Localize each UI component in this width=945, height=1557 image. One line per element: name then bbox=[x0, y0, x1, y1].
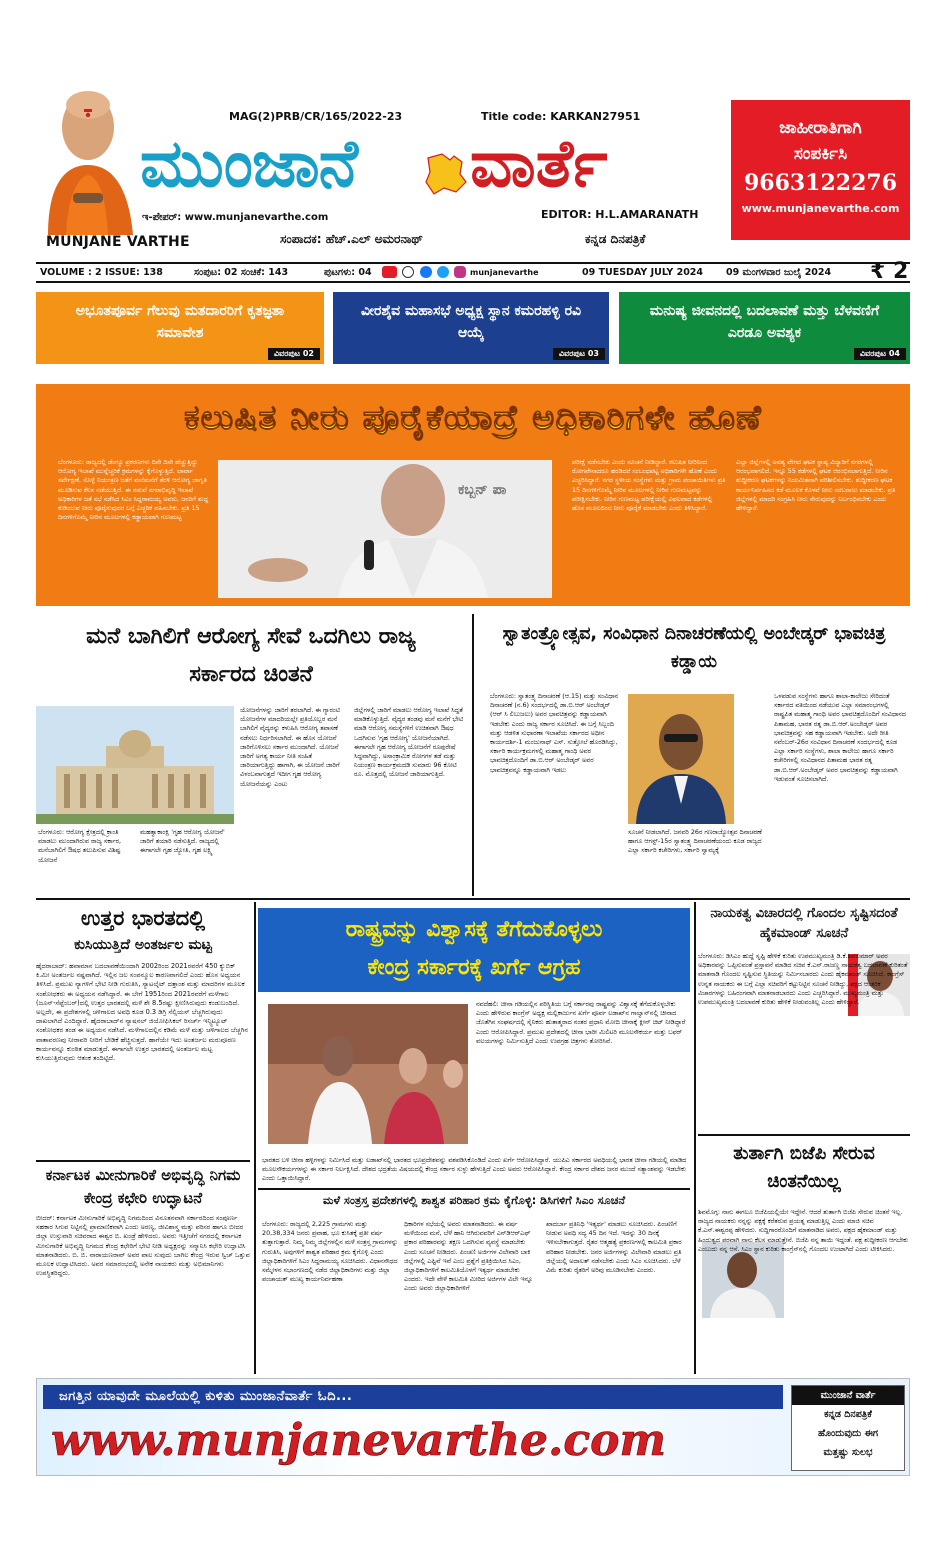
leadership-story bbox=[698, 904, 910, 1134]
lead-story bbox=[36, 384, 910, 606]
ambedkar-column-3: ಒಳಪಡುವ ಸಂಸ್ಥೆಗಳು ಹಾಗೂ ಶಾಲಾ-ಕಾಲೇಜು ಸೇರಿದಂತೆ ಸರ್ಕಾರದ ವತಿಯಿಂದ ನಡೆಯುವ ಎಲ್ಲಾ ಸಮಾರಂಭಗಳಲ್ಲಿ ರಾಷ್ಟ್ರಪಿತ ಮಹಾತ್ಮ ಗಾಂಧಿ ಅವರ ಭಾವಚಿತ್ರದೊಂದಿಗೆ ಸಂವಿಧಾನದ ಪಿತಾಮಹ, ಭಾರತ ರತ್ನ ಡಾ.ಬಿ.ಆರ್.ಅಂಬೇಡ್ಕರ್ ಅವರ ಭಾವಚಿತ್ರವನ್ನು ಸಹ ಕಡ್ಡಾಯವಾಗಿ ಇಡಬೇಕು. ಅದೇ ರೀತಿ ನವೆಂಬರ್-26ರ ಸಂವಿಧಾನ ದಿನಾಚರಣೆ ಸಂದರ್ಭದಲ್ಲಿ ಕೂಡ ಎಲ್ಲಾ ಸರ್ಕಾರಿ ಸಂಸ್ಥೆಗಳು, ಶಾಲಾ ಕಾಲೇಜು ಹಾಗೂ ಸರ್ಕಾರಿ ಕಚೇರಿಗಳಲ್ಲಿ ಸಂವಿಧಾನದ ಪಿತಾಮಹ ಭಾರತ ರತ್ನ ಡಾ.ಬಿ.ಆರ್.ಅಂಬೇಡ್ಕರ್ ಅವರ ಭಾವಚಿತ್ರವನ್ನು ಕಡ್ಡಾಯವಾಗಿ ಇಡುವಂತೆ ಸೂಚಿಸಲಾಗಿದೆ. bbox=[774, 692, 906, 783]
ambedkar-headline: ಸ್ವಾತಂತ್ರ್ಯೋತ್ಸವ, ಸಂವಿಧಾನ ದಿನಾಚರಣೆಯಲ್ಲಿ ಅಂಬೇಡ್ಕರ್ ಭಾವಚಿತ್ರ ಕಡ್ಡಾಯ bbox=[502, 624, 886, 672]
bjp-body: ಶಿವಮೊಗ್ಗ: ನಾನು ಈಗಲೂ ಬಿಜೆಪಿಯಲ್ಲಿಯೇ ಇದ್ದೇನೆ. ಆದರೆ ತುರ್ತಾಗಿ ಬಿಜೆಪಿ ಸೇರುವ ಚಿಂತನೆ ಇಲ್ಲ. ರಾಜ್ಯದ ನಾಯಕರು ನನ್ನನ್ನು ಪಕ್ಷಕ್ಕೆ ಕರೆತರುವ ಪ್ರಯತ್ನ ಮಾಡುತ್ತಿಲ್ಲ ಎಂದು ಮಾಜಿ ಸಚಿವ ಕೆ.ಎಸ್.ಈಶ್ವರಪ್ಪ ಹೇಳಿದರು. ಸುದ್ದಿಗಾರರೊಂದಿಗೆ ಮಾತನಾಡಿದ ಅವರು, ಪಕ್ಷದ ಹೈಕಮಾಂಡ್ ಮತ್ತು ಹಿಂದುತ್ವದ ಪರವಾಗಿ ನಾನು ಕೆಲಸ ಮಾಡುತ್ತೇನೆ. ಬಿಜೆಪಿ ನನ್ನ ತಾಯಿ ಇದ್ದಂತೆ. ಪಕ್ಷ ಶುದ್ಧೀಕರಣ ಆಗಬೇಕು ಎಂಬುದು ನನ್ನ ಆಸೆ. ಸಿಎಂ ಸ್ಥಾನ ಕುರಿತು ಕಾಂಗ್ರೆಸ್‌ನಲ್ಲಿ ಗೊಂದಲ ಉಂಟಾಗಿದೆ ಎಂದು ಟೀಕಿಸಿದರು. bbox=[698, 1208, 909, 1253]
editor-kannada: ಸಂಪಾದಕ: ಹೆಚ್.ಎಲ್ ಅಮರನಾಥ್ bbox=[280, 232, 423, 246]
date-english: 09 TUESDAY JULY 2024 bbox=[582, 267, 704, 278]
advertise-box[interactable] bbox=[731, 100, 910, 240]
volume-issue: VOLUME : 2 ISSUE: 138 bbox=[40, 267, 163, 278]
kharge-bottom-body: ಭಾರತದ ಬಳಿ ಚೀನಾ ಹಳ್ಳಿಗಳನ್ನು ನಿರ್ಮಿಸಿದೆ ಮತ್ತು ಲಡಾಖ್‌ನಲ್ಲಿ ಭಾರತದ ಭೂಪ್ರದೇಶವನ್ನು ವಶಪಡಿಸಿಕೊಂಡಿದೆ ಎಂದು ಖರ್ಗೆ ಆರೋಪಿಸಿದ್ದಾರೆ. ಯುಪಿಎ ಸರ್ಕಾರದ ಅವಧಿಯಲ್ಲಿ ಭಾರತ ಚೀನಾ ಗಡಿಯಲ್ಲಿ ಮಾಡಿದ ಮೂಲಸೌಕರ್ಯಗಳನ್ನು ಈ ಸರ್ಕಾರ ನಿರ್ಲಕ್ಷಿಸಿದೆ. ದೇಶದ ಭದ್ರತೆಯ ವಿಷಯದಲ್ಲಿ ಕೇಂದ್ರ ಸರ್ಕಾರ ಸುಳ್ಳು ಹೇಳುತ್ತಿದೆ ಎಂದು ಅವರು ಆರೋಪಿಸಿದ್ದಾರೆ. ಕೇಂದ್ರ ಸರ್ಕಾರ ದೇಶದ ಜನರ ಮುಂದೆ ಸತ್ಯಾಂಶವನ್ನು ಇಡಬೇಕು ಎಂದು ಒತ್ತಾಯಿಸಿದ್ದಾರೆ. bbox=[262, 1156, 687, 1183]
bjp-story bbox=[698, 1138, 910, 1374]
teaser-text: ಮನುಷ್ಯ ಜೀವನದಲ್ಲಿ ಬದಲಾವಣೆ ಮತ್ತು ಬೆಳವಣಿಗೆ ಎರಡೂ ಅವಶ್ಯಕ bbox=[649, 303, 880, 341]
health-column-4: ಜಿಲ್ಲೆಗಳಲ್ಲಿ ಜಾರಿಗೆ ಮಾಡಲು ಆರೋಗ್ಯ ಇಲಾಖೆ ಸಿದ್ಧತೆ ಮಾಡಿಕೊಳ್ಳುತ್ತಿದೆ. ವೈದ್ಯರ ತಂಡವು ಮನೆ ಮನೆಗೆ ಭೇಟಿ ಮಾಡಿ ಆರೋಗ್ಯ ಸಮಸ್ಯೆಗಳಿಗೆ ಉಚಿತವಾಗಿ ಔಷಧ ಒದಗಿಸುವ 'ಗೃಹ ಆರೋಗ್ಯ' ಯೋಜನೆಯಾಗಿದೆ. ಈಗಾಗಲೇ ಗೃಹ ಆರೋಗ್ಯ ಯೋಜನೆಗೆ ರೂಪುರೇಷೆ ಸಿದ್ಧವಾಗಿದ್ದು, ಅಸಾಂಕ್ರಾಮಿಕ ರೋಗಗಳ ತಡೆ ಮತ್ತು ನಿಯಂತ್ರಣ ಕಾರ್ಯಕ್ರಮದಡಿ ಸುಮಾರು 96 ಕೋಟಿ ರೂ. ಮೊತ್ತದಲ್ಲಿ ಯೋಜನೆ ಜಾರಿಯಾಗುತ್ತಿದೆ. bbox=[354, 706, 464, 779]
advertise-line1: ಜಾಹೀರಾತಿಗಾಗಿ bbox=[779, 118, 862, 138]
row-divider bbox=[36, 898, 910, 900]
health-story bbox=[36, 614, 466, 894]
groundwater-headline-line1: ಉತ್ತರ ಭಾರತದಲ್ಲಿ bbox=[80, 906, 206, 930]
registration-number: MAG(2)PRB/CR/165/2022-23 bbox=[229, 110, 403, 123]
teaser-page-tag: ವಿವರಪುಟ 04 bbox=[854, 348, 906, 360]
lead-column-1: ಬೆಂಗಳೂರು: ರಾಜ್ಯದಲ್ಲಿ ಡೆಂಗ್ಯೂ ಪ್ರಕರಣಗಳು ದಿನೇ ದಿನೇ ಹೆಚ್ಚುತ್ತಿದ್ದು ಆರೋಗ್ಯ ಇಲಾಖೆ ಮುನ್ನೆಚ್ಚರಿಕೆ ಕ್ರಮಗಳನ್ನು ಕೈಗೊಳ್ಳುತ್ತಿದೆ. ಲಾರ್ವಾ ಸರ್ವೇಕ್ಷಣೆ, ಸೊಳ್ಳೆ ನಿಯಂತ್ರಣ ಜತೆಗೆ ಮನೆಮನೆಗೆ ತೆರಳಿ ಆರೋಗ್ಯ ಜಾಗೃತಿ ಮೂಡಿಸುವ ಕೆಲಸ ನಡೆಯುತ್ತಿದೆ. ಈ ನಡುವೆ ನಗರಾಭಿವೃದ್ಧಿ ಇಲಾಖೆ ಅಧಿಕಾರಿಗಳ ಜತೆ ಸಭೆ ನಡೆಸಿದ ಸಿಎಂ ಸಿದ್ದರಾಮಯ್ಯ ಅವರು, ಜನರಿಗೆ ಶುದ್ಧ ಕುಡಿಯುವ ನೀರು ಪೂರೈಸುವುದರ ಬಗ್ಗೆ ಎಚ್ಚರಿಕೆ ವಹಿಸಬೇಕು. ಪ್ರತಿ 15 ದಿನಗಳಿಗೊಮ್ಮೆ ನೀರಿನ ಮೂಲಗಳಲ್ಲಿ ಕಡ್ಡಾಯವಾಗಿ ಗುಣಮಟ್ಟ bbox=[58, 458, 209, 522]
ambedkar-column-1: ಬೆಂಗಳೂರು: ಸ್ವಾತಂತ್ರ್ಯ ದಿನಾಚರಣೆ (ಆ.15) ಮತ್ತು ಸಂವಿಧಾನ ದಿನಾಚರಣೆ (ನ.6) ಸಂದರ್ಭದಲ್ಲಿ ಡಾ.ಬಿ.ಆರ್ ಅಂಬೇಡ್ಕರ್ (ಆರ್ ಸಿ ಲಿಬುಜಲು) ಅವರ ಭಾವಚಿತ್ರವನ್ನು ಕಡ್ಡಾಯವಾಗಿ ಇಡಬೇಕು ಎಂದು ರಾಜ್ಯ ಸರ್ಕಾರ ಸೂಚಿಸಿದೆ. ಈ ಬಗ್ಗೆ ಸಿಬ್ಬಂದಿ ಮತ್ತು ಆಡಳಿತ ಸುಧಾರಣಾ ಇಲಾಖೆಯ ಸರ್ಕಾರದ ಅಧೀನ ಕಾರ್ಯದರ್ಶಿ-1 ಮಂಜುನಾಥ್ ಎಸ್. ಸುತ್ತೋಲೆ ಹೊರಡಿಸಿದ್ದು, ಸರ್ಕಾರಿ ಕಾರ್ಯಕ್ರಮಗಳಲ್ಲಿ ಮಹಾತ್ಮ ಗಾಂಧಿ ಅವರ ಭಾವಚಿತ್ರದೊಂದಿಗೆ ಡಾ.ಬಿ.ಆರ್ ಅಂಬೇಡ್ಕರ್ ಅವರ ಭಾವಚಿತ್ರವನ್ನೂ ಕಡ್ಡಾಯವಾಗಿ ಇಡಲು bbox=[490, 692, 619, 774]
kharge-headline-line2: ಕೇಂದ್ರ ಸರ್ಕಾರಕ್ಕೆ ಖರ್ಗೆ ಆಗ್ರಹ bbox=[367, 955, 581, 980]
ambedkar-column-2: ಸೂಚನೆ ನೀಡಲಾಗಿದೆ. ಜನವರಿ 26ರ ಗಣರಾಜ್ಯೋತ್ಸವ ದಿನಾಚರಣೆ ಹಾಗೂ ಆಗಸ್ಟ್-15ರ ಸ್ವಾತಂತ್ರ್ಯ ದಿನಾಚರಣೆಯಂದು ಕೂಡ ರಾಜ್ಯದ ಎಲ್ಲಾ ಸರ್ಕಾರಿ ಕಚೇರಿಗಳು, ಸರ್ಕಾರಿ ಸ್ವಾಮ್ಯಕ್ಕೆ bbox=[628, 828, 762, 855]
rain-relief-column-1: ಬೆಂಗಳೂರು: ರಾಜ್ಯದಲ್ಲಿ 2,225 ಗ್ರಾಮಗಳು ಮತ್ತು 20,38,334 ಜನರು ಪ್ರವಾಹ, ಭೂ ಕುಸಿತಕ್ಕೆ ಪ್ರತೀ ವರ್ಷ ತುತ್ತಾಗುತ್ತಾರೆ. ನಿಮ್ಮ ನಿಮ್ಮ ಜಿಲ್ಲೆಗಳಲ್ಲಿನ ಮಳೆ ಸಂತ್ರಸ್ತ ಗ್ರಾಮಗಳನ್ನು ಗುರುತಿಸಿ, ಅವುಗಳಿಗೆ ಶಾಶ್ವತ ಪರಿಹಾರ ಕ್ರಮ ಕೈಗೊಳ್ಳಿ ಎಂದು ಜಿಲ್ಲಾಧಿಕಾರಿಗಳಿಗೆ ಸಿಎಂ ಸಿದ್ದರಾಮಯ್ಯ ಸೂಚಿಸಿದರು. ವಿಧಾನಸೌಧದ ಸಮ್ಮೇಳನ ಸಭಾಂಗಣದಲ್ಲಿ ನಡೆದ ಜಿಲ್ಲಾಧಿಕಾರಿಗಳು ಮತ್ತು ಜಿಲ್ಲಾ ಪಂಚಾಯತ್ ಮುಖ್ಯ ಕಾರ್ಯನಿರ್ವಹಣಾ bbox=[262, 1220, 398, 1284]
karnataka-map-icon bbox=[420, 152, 470, 196]
bjp-headline: ತುರ್ತಾಗಿ ಬಿಜೆಪಿ ಸೇರುವ ಚಿಂತನೆಯಿಲ್ಲ bbox=[733, 1143, 875, 1192]
facebook-icon[interactable] bbox=[420, 266, 432, 278]
kharge-intro-body: ನವದೆಹಲಿ: ಚೀನಾ ಗಡಿಯಲ್ಲಿನ ಪರಿಸ್ಥಿತಿಯ ಬಗ್ಗೆ ಸರ್ಕಾರವು ರಾಷ್ಟ್ರವನ್ನು ವಿಶ್ವಾಸಕ್ಕೆ ತೆಗೆದುಕೊಳ್ಳಬೇಕು ಎಂದು ಹೇಳಿರುವ ಕಾಂಗ್ರೆಸ್ ಅಧ್ಯಕ್ಷ ಮಲ್ಲಿಕಾರ್ಜುನ ಖರ್ಗೆ ಪೂರ್ವ ಲಡಾಖ್‌ನ ಗಾಲ್ವಾನ್‌ನಲ್ಲಿ ಚೀನಾದ ಜೊತೆಗಿನ ಸಂಘರ್ಷದಲ್ಲಿ ಸೈನಿಕರು ಹುತಾತ್ಮರಾದ ನಂತರ ಪ್ರಧಾನಿ ಮೋದಿ ಚೀನಾಕ್ಕೆ ಕ್ಲೀನ್ ಚಿಟ್ ನೀಡಿದ್ದಾರೆ ಎಂದು ಆರೋಪಿಸಿದ್ದಾರೆ. ಪ್ರಮುಖ ಪ್ರದೇಶದಲ್ಲಿ ಚೀನಾ ಭಾರೀ ಮಿಲಿಟರಿ ಮೂಲಸೌಕರ್ಯ ಮತ್ತು ಬಫರ್ ವಲಯಗಳನ್ನು ನಿರ್ಮಿಸುತ್ತಿದೆ ಎಂದು ಉಪಗ್ರಹ ಚಿತ್ರಗಳು ತೋರಿಸಿವೆ. bbox=[476, 1000, 686, 1045]
column-divider bbox=[694, 902, 696, 1374]
footer-side-box bbox=[791, 1385, 905, 1471]
column-divider bbox=[254, 902, 256, 1374]
price: ₹ 2 bbox=[870, 259, 909, 284]
epaper-line: ಇ-ಪೇಪರ್: www.munjanevarthe.com bbox=[142, 212, 329, 223]
kharge-headline-line1: ರಾಷ್ಟ್ರವನ್ನು ವಿಶ್ವಾಸಕ್ಕೆ ತೆಗೆದುಕೊಳ್ಳಲು bbox=[345, 917, 603, 942]
health-column-2: ಮಹತ್ವಾಕಾಂಕ್ಷಿ 'ಗೃಹ ಆರೋಗ್ಯ ಯೋಜನೆ' ಜಾರಿಗೆ ತಯಾರಿ ನಡೆಸುತ್ತಿದೆ. ರಾಜ್ಯದಲ್ಲಿ ಈಗಾಗಲೇ ಗೃಹ ಜ್ಯೋತಿ, ಗೃಹ ಲಕ್ಷ್ಮಿ bbox=[140, 828, 225, 855]
column-divider bbox=[698, 1134, 910, 1136]
paper-type: ಕನ್ನಡ ದಿನಪತ್ರಿಕೆ bbox=[585, 232, 646, 246]
twitter-icon[interactable] bbox=[437, 266, 449, 278]
rain-relief-column-3: ಖಾದರ್ಬಾ ಪ್ರತಿನಿಧಿ 'ಇತ್ಯರ್ಥ' ಮಾಡಲು ಸೂಚಿಸಿದರು. ಪಿಂಚಣಿಗೆ ನೀಡುವ ಅವಧಿ ಸದ್ಯ 45 ದಿನ ಇದೆ. ಇದನ್ನು 30 ದಿನಕ್ಕೆ ಇಳಿಸಬೇಕಾಗುತ್ತದೆ. ರೈತರ ಆತ್ಮಹತ್ಯೆ ಪ್ರಕರಣಗಳಲ್ಲಿ ಕಾಲಮಿತಿ ಪ್ರಕಾರ ಪರಿಹಾರ ನೀಡಬೇಕು. ಜನರ ಅರ್ಜಿಗಳನ್ನು ವಿಲೇವಾರಿ ಮಾಡಲು ಪ್ರತಿ ಜಿಲ್ಲೆಯಲ್ಲಿ ಅದಾಲತ್ ನಡೆಸಬೇಕು ಎಂದು ಸಿಎಂ ಸೂಚಿಸಿದರು. ಬೆಳೆ ವಿಮೆ ಕುರಿತು ರೈತರಿಗೆ ಅರಿವು ಮೂಡಿಸಬೇಕು ಎಂದರು. bbox=[546, 1220, 682, 1275]
teaser-text: ಅಭೂತಪೂರ್ವ ಗೆಲುವು ಮತದಾರರಿಗೆ ಕೃತಜ್ಞತಾ ಸಮಾವೇಶ bbox=[75, 303, 285, 341]
ambedkar-story bbox=[478, 614, 910, 896]
kharge-protest-photo bbox=[268, 1004, 468, 1144]
lead-column-3: ಎಲ್ಲಾ ಜಿಲ್ಲೆಗಳಲ್ಲಿ ಅವಶ್ಯ ವೇಗದ ಘಟಕ ಸ್ಥಾಪ್ಯ ವಿದ್ಯಾರಿಗೆ ನಗರಗಳಲ್ಲಿ ಆರಂಭವಾಗಲಿದೆ. ಇನ್ನೂ 55 ಕಡೆಗಳಲ್ಲಿ ಘಟಕ ಆರಂಭಿಸಲಾಗುತ್ತಿದೆ. ನೀರಿನ ಶುದ್ಧೀಕರಣ ಘಟಕಗಳನ್ನು ನಿಯಮಿತವಾಗಿ ಪರಿಶೀಲಿಸಬೇಕು. ಶುದ್ಧೀಕರಣ ಘಟಕ ಕಾರ್ಯನಿರ್ವಹಿಸದ ಕಡೆ ಮೂಲಕ ಕೊಳವೆ ನೀರು ಸರಬರಾಜು ಮಾಡಬೇಕು. ಪ್ರತಿ ಜಿಲ್ಲೆಗಳಲ್ಲಿ ಮಾದರಿ ಸಂಗ್ರಹಿಸಿ ನೀರು ಸೇರುವುದನ್ನು ನಿರ್ಬಂಧಿಸಬೇಕು ಎಂದು ಹೇಳಿದ್ದಾರೆ. bbox=[736, 458, 896, 513]
lead-column-2: ಪರೀಕ್ಷೆ ನಡೆಸಬೇಕು ಎಂದು ಸೂಚನೆ ನೀಡಿದ್ದಾರೆ. ಕಲುಷಿತ ನೀರಿನಿಂದ ರೋಗವೇನಾದರೂ ಹರಡಿದರೆ ಸಂಬಂಧಪಟ್ಟ ಅಧಿಕಾರಿಗಳೇ ಹೊಣೆ ಎಂದು ಎಚ್ಚರಿಸಿದ್ದಾರೆ. ನಗರ ಸ್ಥಳೀಯ ಸಂಸ್ಥೆಗಳು ಮತ್ತು ಗ್ರಾಮ ಪಂಚಾಯಿತಿಗಳು ಪ್ರತಿ 15 ದಿನಗಳಿಗೊಮ್ಮೆ ನೀರಿನ ಮೂಲಗಳಲ್ಲಿ ನೀರಿನ ಗುಣಮಟ್ಟವನ್ನು ಪರೀಕ್ಷಿಸಬೇಕು. ನೀರಿನ ಗುಣಮಟ್ಟ ಪರೀಕ್ಷೆಯಲ್ಲಿ ವಿಫಲವಾದ ಕಡೆಗಳಲ್ಲಿ ಹೊಸ ಮೂಲದಿಂದ ನೀರು ಪೂರೈಕೆ ಮಾಡಬೇಕು ಎಂದು ತಿಳಿಸಿದ್ದಾರೆ. bbox=[572, 458, 726, 513]
column-divider bbox=[36, 1160, 250, 1162]
footer-side-line3: ಹೊಂದುವುದು ಈಗ bbox=[818, 1428, 878, 1439]
groundwater-story bbox=[36, 902, 250, 1160]
footer-side-line4: ಮತ್ತಷ್ಟು ಸುಲಭ bbox=[823, 1447, 873, 1458]
footer-tagline-bar bbox=[43, 1385, 783, 1409]
kannada-volume-issue: ಸಂಪುಟ: 02 ಸಂಚಿಕೆ: 143 bbox=[194, 267, 289, 278]
masthead-title-part2: ವಾರ್ತೆ bbox=[470, 125, 608, 202]
advertise-phone[interactable]: 9663122276 bbox=[743, 170, 898, 196]
photo-sign-text: ಕಬ್ಬನ್ ಪಾ bbox=[458, 482, 507, 498]
instagram-icon[interactable] bbox=[454, 266, 466, 278]
masthead-title-part1: ಮುಂಜಾನೆ bbox=[140, 125, 357, 202]
founder-portrait-illustration bbox=[38, 85, 138, 235]
kharge-headline-box bbox=[258, 908, 690, 992]
groundwater-headline-line2: ಕುಸಿಯುತ್ತಿದೆ ಅಂತರ್ಜಲ ಮಟ್ಟ bbox=[74, 937, 212, 953]
teaser-text: ವೀರಶೈವ ಮಹಾಸಭೆ ಅಧ್ಯಕ್ಷ ಸ್ಥಾನ ಕಮರಹಳ್ಳಿ ರವಿ ಆಯ್ಕೆ bbox=[360, 303, 582, 341]
health-headline: ಮನೆ ಬಾಗಿಲಿಗೆ ಆರೋಗ್ಯ ಸೇವೆ ಒದಗಿಲು ರಾಜ್ಯ ಸರ್ಕಾರದ ಚಿಂತನೆ bbox=[86, 624, 416, 687]
leadership-headline: ನಾಯಕತ್ವ ವಿಚಾರದಲ್ಲಿ ಗೊಂದಲ ಸೃಷ್ಟಿಸದಂತೆ ಹೈಕಮಾಂಡ್ ಸೂಚನೆ bbox=[710, 906, 898, 941]
rain-relief-column-2: ಧಿಕಾರಿಗಳ ಸಭೆಯಲ್ಲಿ ಅವರು ಮಾತನಾಡಿದರು. ಈ ವರ್ಷ ಮಳೆಯಿಂದ ಮನೆ, ಬೆಳೆ ಹಾನಿ ಆಗಿರುವವರಿಗೆ ಎನ್‌ಡಿಆರ್‌ಎಫ್ ಪ್ರಕಾರ ಪರಿಹಾರವನ್ನು ತಕ್ಷಣ ಒದಗಿಸುವ ವ್ಯವಸ್ಥೆ ಮಾಡಬೇಕು ಎಂದು ಸೂಚನೆ ನೀಡಿದರು. ಪಿಂಚಣಿ ಅರ್ಜಿಗಳ ವಿಲೇವಾರಿ ಬಾಕಿ ಜಿಲ್ಲೆಗಳಲ್ಲಿ ಎಷ್ಟಿವೆ ಇವೆ ಎಂಬ ಪ್ರಶ್ನೆಗೆ ಪ್ರತಿಕ್ರಿಯಿಸಿದ ಸಿಎಂ, ಜಿಲ್ಲಾಧಿಕಾರಿಗಳಿಗೆ ಕಾಲಮಿತಿಯೊಳಗೆ ಇತ್ಯರ್ಥ ಮಾಡಬೇಕು ಎಂದರು. ಇದೇ ವೇಳೆ ಕಾಲಮಿತಿ ಮೀರಿದ ಅರ್ಜಿಗಳ ವಿಲೇ ಇನ್ನೂ ಎಂದು ಅವರು ಜಿಲ್ಲಾಧಿಕಾರಿಗಳಿಗೆ bbox=[404, 1220, 534, 1293]
teaser-page-tag: ವಿವರಪುಟ 03 bbox=[553, 348, 605, 360]
footer-side-line1: ಮುಂಜಾನೆ ವಾರ್ತೆ bbox=[792, 1386, 904, 1405]
advertise-line2: ಸಂಪರ್ಕಿಸಿ bbox=[793, 144, 848, 164]
siddaramaiah-photo bbox=[218, 460, 552, 598]
health-column-1: ಬೆಂಗಳೂರು: ಆರೋಗ್ಯ ಕ್ಷೇತ್ರದಲ್ಲಿ ಕ್ರಾಂತಿ ಮಾಡಲು ಮುಂದಾಗಿರುವ ರಾಜ್ಯ ಸರ್ಕಾರ, ಮನೆಬಾಗಿಲಿಗೆ ಔಷಧ ತಲುಪಿಸುವ ವಿಶಿಷ್ಟ ಯೋಜನೆ bbox=[38, 828, 122, 864]
photo-illustration bbox=[218, 460, 552, 598]
masthead-title bbox=[140, 118, 720, 210]
groundwater-body: ಹೈದರಾಬಾದ್: ಹವಾಮಾನ ಬದಲಾವಣೆಯಿಂದಾಗಿ 2002ರಿಂದ 2021ರವರೆಗೆ 450 ಕ್ಯುಬಿಕ್ ಕಿ.ಮೀ ಅಂತರ್ಜಲ ನಷ್ಟವಾಗಿದೆ. ಇಲ್ಲಿನ ಜಲ ಸಂಪನ್ಮೂಲ ಕಾರಣವಾಗಲಿದೆ ಎಂದು ಹೊಸ ಅಧ್ಯಯನ ತಿಳಿಸಿದೆ. ಪ್ರಮುಖ ನ್ಯಾಗಳಿಗೆ ಭೇಟಿ ನೀಡಿ ಗುರುತಿಸಿ, ಸ್ಯಾಟಲೈಟ್ ದತ್ತಾಂಶ ಮತ್ತು ಮಾದರಿಗಳ ಮೂಲಕ ಸಂಶೋಧಕರು ಈ ಅಧ್ಯಯನ ನಡೆಸಿದ್ದಾರೆ. ಈ ಬೇಗೆ 1951ರಿಂದ 2021ರವರೆಗೆ ಮಳೆಗಾಲ (ಜೂನ್-ಸೆಪ್ಟೆಂಬರ್)ದಲ್ಲಿ ಉತ್ತರ ಭಾರತದಲ್ಲಿ ಮಳೆ ಶೇ 8.5ರಷ್ಟು ಕ್ಷೀಣಿಸಿರುವುದು ಕಂಡುಬಂದಿದೆ. ಅಲ್ಲದೇ, ಈ ಪ್ರದೇಶಗಳಲ್ಲಿ ಚಳಿಗಾಲದ ಅವಧಿ ಕೂಡ 0.3 ಡಿಗ್ರಿ ಸೆಲ್ಸಿಯಸ್ ಬೆಚ್ಚಗಿರುವುದು ದಾಖಲಾಗಿದೆ ಎಂದಿದ್ದಾರೆ. ಹೈದರಾಬಾದ್‌ನ ನ್ಯಾಷನಲ್ ಜಿಯೋಫಿಸಿಕಲ್ ರಿಸರ್ಚ್ ಇನ್ಸ್ಟಿಟ್ಯೂಟ್ ಸಂಶೋಧಕರ ತಂಡ ಈ ಅಧ್ಯಯನ ನಡೆಸಿದೆ. ಮಳೆಗಾಲದಲ್ಲಿನ ಕಡಿಮೆ ಮಳೆ ಮತ್ತು ಚಳಿಗಾಲದ ಬೆಚ್ಚಗಿನ ವಾತಾವರಣವು ನೀರಾವರಿ ನೀರಿಗೆ ಬೇಡಿಕೆ ಹೆಚ್ಚಿಸುತ್ತದೆ. ಹಾಗೆಯೇ ಇದು ಅಂತರ್ಜಲ ಮರುಪೂರಣ ಕಾರ್ಯವನ್ನೂ ಕುಂಠಿತ ಮಾಡುತ್ತದೆ. ಈಗಾಗಲೇ ಉತ್ತರ ಭಾರತದಲ್ಲಿ ಅಂತರ್ಜಲ ಮಟ್ಟ ಕುಸಿಯುತ್ತಿರುವುದು ಆತಂಕ ತಂದಿಟ್ಟಿದೆ. bbox=[36, 962, 249, 1063]
portrait-illustration bbox=[628, 694, 734, 824]
founder-portrait bbox=[38, 85, 138, 235]
editor-english: EDITOR: H.L.AMARANATH bbox=[541, 208, 699, 221]
footer-banner[interactable] bbox=[36, 1378, 910, 1476]
footer-website[interactable]: www.munjanevarthe.com bbox=[51, 1415, 667, 1466]
info-bar bbox=[36, 259, 910, 284]
title-code: Title code: KARKAN27951 bbox=[481, 110, 641, 123]
footer-tagline: ಜಗತ್ತಿನ ಯಾವುದೇ ಮೂಲೆಯಲ್ಲಿ ಕುಳಿತು ಮುಂಜಾನೆವಾರ್ತೆ ಓದಿ... bbox=[59, 1389, 353, 1404]
protest-illustration bbox=[268, 1004, 468, 1144]
date-kannada: 09 ಮಂಗಳವಾರ ಜುಲೈ 2024 bbox=[726, 267, 832, 278]
kharge-story bbox=[258, 908, 690, 1158]
fisheries-headline: ಕರ್ನಾಟಕ ಮೀನುಗಾರಿಕೆ ಅಭಿವೃದ್ಧಿ ನಿಗಮ ಕೇಂದ್ರ ಕಛೇರಿ ಉದ್ಘಾಟನೆ bbox=[45, 1166, 241, 1207]
health-column-3: ಯೋಜನೆಗಳನ್ನು ಜಾರಿಗೆ ತರಲಾಗಿದೆ. ಈ ಗ್ಯಾರಂಟಿ ಯೋಜನೆಗಳ ಮಾದರಿಯಲ್ಲೇ ಪ್ರತಿಯೊಬ್ಬರ ಮನೆ ಬಾಗಿಲಿಗೆ ವೈದ್ಯರನ್ನು ಕಳುಹಿಸಿ ಆರೋಗ್ಯ ತಪಾಸಣೆ ನಡೆಸಲು ನಿರ್ಧರಿಸಲಾಗಿದೆ. ಈ ಹೊಸ ಯೋಜನೆ ಜಾರಿಗೊಳಿಸಲು ಸರ್ಕಾರ ಮುಂದಾಗಿದೆ. ಯೋಜನೆ ಜಾರಿಗೆ ಅಗತ್ಯ ಕಾರ್ಯ ನೀತಿ ಸಂಹಿತೆ ಜಾರಿಯಾಗುತ್ತಿದ್ದು ಹಾಗಾಗಿ, ಈ ಯೋಜನೆ ಜಾರಿಗೆ ವಿಳಂಬವಾಗುತ್ತದೆ ಇದೀಗ ಗೃಹ ಆರೋಗ್ಯ ಯೋಜನೆಯನ್ನು ಎಂಟು bbox=[240, 706, 340, 788]
fisheries-body: ಬೀದರ್: ಕರ್ನಾಟಕ ಮೀನುಗಾರಿಕೆ ಅಭಿವೃದ್ಧಿ ನಿಗಮದಿಂದ ವಿನೂತನವಾಗಿ ಸರ್ಕಾರದಿಂದ ಸಂಪೂರ್ಣ ಸಹಕಾರ ಸಿಗುವ ನಿಟ್ಟಿನಲ್ಲಿ ಪ್ರಾಮಾಣಿಕವಾಗಿ ಎಂದು ಅರಣ್ಯ, ಜೀವಿಶಾಸ್ತ್ರ ಮತ್ತು ಪರಿಸರ ಹಾಗೂ ಬೀದರ ಜಿಲ್ಲಾ ಉಸ್ತುವಾರಿ ಸಚಿವರಾದ ಈಶ್ವರ ಬಿ. ಖಂಡ್ರೆ ಹೇಳಿದರು. ಅವರು ಇತ್ತೀಚೆಗೆ ನಗರದಲ್ಲಿ ಕರ್ನಾಟಕ ಮೀನುಗಾರಿಕೆ ಅಭಿವೃದ್ಧಿ ನಿಗಮದ ಕೇಂದ್ರ ಕಛೇರಿಗೆ ಭೇಟಿ ನೀಡಿ ಅಧ್ಯಕ್ಷರನ್ನು ಸನ್ಮಾನಿಸಿ ಕಛೇರಿ ಉದ್ಘಾಟಿಸಿ ಮಾತನಾಡಿದರು. ಬಿ. ಬಿ. ನಾರಾಯಣರಾವ್ ಅವರ ಪಾಲ ಸುವುದು ಬಾಗಿಲ ಕೇಂದ್ರ ಇರುವ ಸ್ವಿಚ್ ಒತ್ತುವ ಮೂಲಕ ಉದ್ಘಾಟಿಸಿದರು. ಅವರ ಸಮಾರಂಭದಲ್ಲಿ ಅನೇಕ ನಾಯಕರು ಮತ್ತು ಅಭಿಮಾನಿಗಳು ಉಪಸ್ಥಿತರಿದ್ದರು. bbox=[36, 1214, 250, 1278]
fisheries-story bbox=[36, 1164, 250, 1374]
column-divider bbox=[472, 614, 474, 896]
ambedkar-portrait bbox=[628, 694, 734, 824]
teaser-green[interactable] bbox=[619, 292, 910, 364]
leadership-body: ಬೆಂಗಳೂರು: ಡಿಸಿಎಂ ಹುದ್ದೆ ಸೃಷ್ಟಿ ಹೇಳಿಕೆ ಕುರಿತು ಉಪಮುಖ್ಯಮಂತ್ರಿ ಡಿ.ಕೆ.ಶಿವಕುಮಾರ್ ಅವರ ಅಧಿಕಾರವನ್ನು ಒಪ್ಪಿಸುವಂತೆ ಪ್ರಸ್ತಾವನೆ ಮಾಡಿದ ಸಚಿವ ಕೆ.ಎನ್.ರಾಜಣ್ಣ ನಾಯಕತ್ವ ಬದಲಾವಣೆ ಕುರಿತಂತೆ ಮಾತನಾಡಿ ಗೊಂದಲ ಸೃಷ್ಟಿಸುವ ಸ್ಥಿತಿಯನ್ನು ನಿರ್ಮಿಸಬಾರದು ಎಂದು ಹೈಕಮಾಂಡ್ ಸೂಚಿಸಿದೆ. ಕಾಂಗ್ರೆಸ್ ಉನ್ನತ ನಾಯಕರು ಈ ಬಗ್ಗೆ ಎಲ್ಲಾ ಸಚಿವರಿಗೆ ಕಟ್ಟುನಿಟ್ಟಿನ ಸೂಚನೆ ನೀಡಿದ್ದು, ಪಕ್ಷದ ಆಂತರಿಕ ವಿಚಾರಗಳನ್ನು ಬಹಿರಂಗವಾಗಿ ಮಾತನಾಡಬಾರದು ಎಂದು ಎಚ್ಚರಿಸಿದ್ದಾರೆ. ಮುಖ್ಯಮಂತ್ರಿ ಮತ್ತು ಉಪಮುಖ್ಯಮಂತ್ರಿ ಬದಲಾವಣೆ ಕುರಿತು ಹೇಳಿಕೆ ನೀಡುವಂತಿಲ್ಲ ಎಂದು ಹೇಳಿದ್ದಾರೆ. bbox=[698, 952, 908, 1007]
masthead bbox=[0, 0, 945, 262]
youtube-icon[interactable] bbox=[382, 266, 397, 278]
rain-relief-headline: ಮಳೆ ಸಂತ್ರಸ್ತ ಪ್ರದೇಶಗಳಲ್ಲಿ ಶಾಶ್ವತ ಪರಿಹಾರ ಕ್ರಮ ಕೈಗೊಳ್ಳಿ: ಡಿಸಿಗಳಿಗೆ ಸಿಎಂ ಸೂಚನೆ bbox=[322, 1194, 626, 1207]
teaser-page-tag: ವಿವರಪುಟ 02 bbox=[268, 348, 320, 360]
website-icon[interactable] bbox=[402, 266, 414, 278]
advertise-site[interactable]: www.munjanevarthe.com bbox=[741, 202, 900, 215]
page-count: ಪುಟಗಳು: 04 bbox=[324, 267, 372, 278]
social-handle[interactable]: munjanevarthe bbox=[470, 268, 539, 277]
teaser-orange[interactable] bbox=[36, 292, 324, 364]
building-illustration bbox=[36, 706, 234, 824]
teaser-blue[interactable] bbox=[333, 292, 609, 364]
lead-headline: ಕಲುಷಿತ ನೀರು ಪೂರೈಕೆಯಾದ್ರೆ ಅಧಿಕಾರಿಗಳೇ ಹೊಣೆ bbox=[184, 398, 762, 438]
vidhana-soudha-photo bbox=[36, 706, 234, 824]
footer-side-line2: ಕನ್ನಡ ದಿನಪತ್ರಿಕೆ bbox=[824, 1409, 872, 1420]
english-masthead-name: MUNJANE VARTHE bbox=[46, 234, 190, 250]
rain-relief-story bbox=[258, 1190, 690, 1374]
